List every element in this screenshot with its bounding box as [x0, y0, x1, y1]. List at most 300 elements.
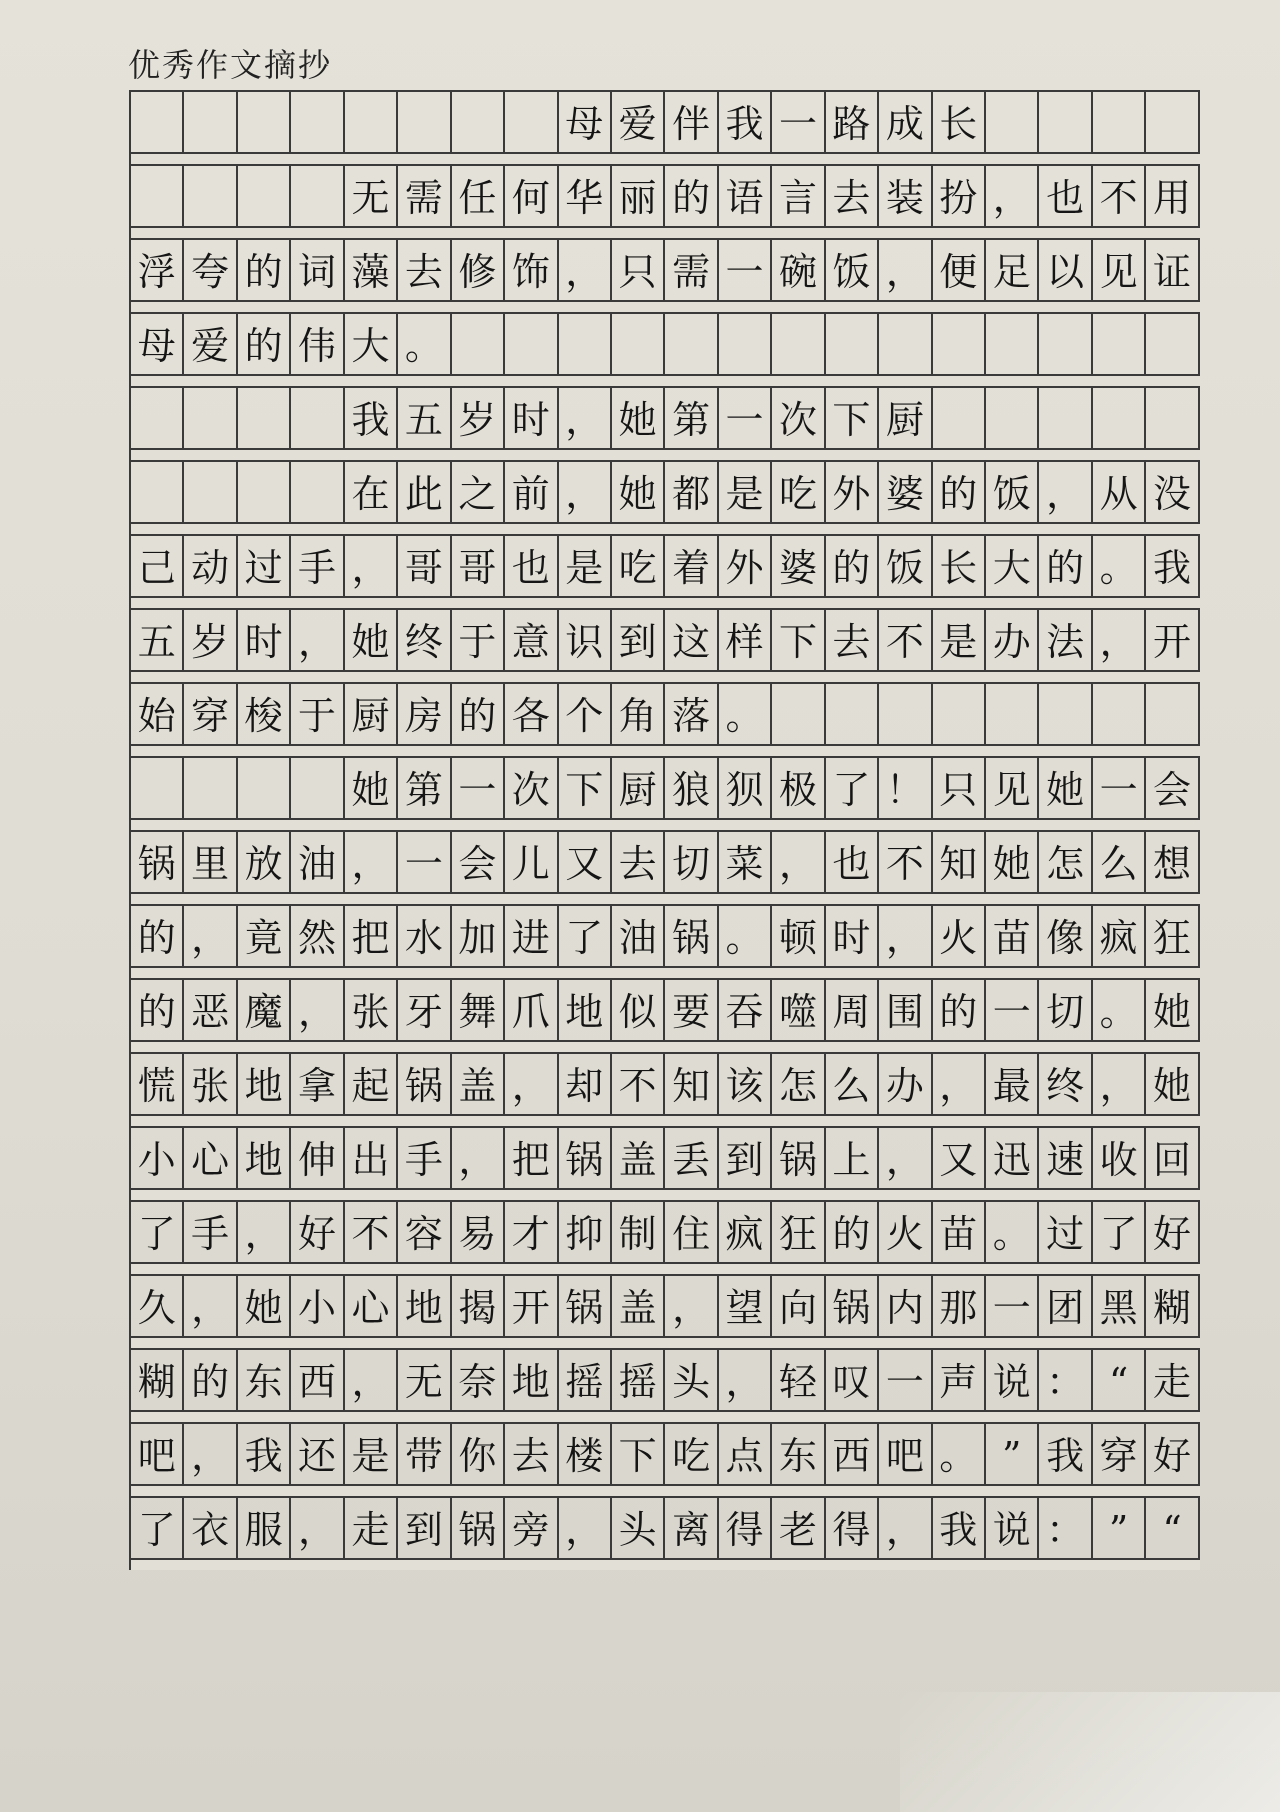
grid-cell: 她	[612, 462, 665, 526]
grid-cell: 收	[1093, 1128, 1146, 1192]
grid-line-2	[131, 164, 1200, 238]
grid-cell: 长	[933, 536, 986, 600]
grid-cell: 回	[1146, 1128, 1199, 1192]
grid-cell	[291, 92, 344, 156]
grid-cell: 西	[291, 1350, 344, 1414]
grid-cell: 魔	[238, 980, 291, 1044]
grid-cell: “	[1093, 1350, 1146, 1414]
grid-line-6	[131, 460, 1200, 534]
grid-cell	[184, 166, 237, 230]
grid-cell: 牙	[398, 980, 451, 1044]
grid-cell: 她	[238, 1276, 291, 1340]
grid-cell: 地	[559, 980, 612, 1044]
grid-cell: 无	[345, 166, 398, 230]
grid-cell: 油	[291, 832, 344, 896]
grid-cell: 吧	[131, 1424, 184, 1488]
grid-cell: 衣	[184, 1498, 237, 1562]
grid-line-1	[131, 90, 1200, 164]
grid-cell: 不	[879, 832, 932, 896]
grid-cell: 得	[719, 1498, 772, 1562]
grid-cell: 装	[879, 166, 932, 230]
grid-cell: 的	[665, 166, 718, 230]
grid-cell: 伸	[291, 1128, 344, 1192]
grid-cell: 顿	[772, 906, 825, 970]
grid-cell: 最	[986, 1054, 1039, 1118]
grid-cell: 伴	[665, 92, 718, 156]
grid-cell: 吃	[772, 462, 825, 526]
grid-cell	[1146, 92, 1199, 156]
grid-cell: 易	[452, 1202, 505, 1266]
grid-cell: 下	[772, 610, 825, 674]
grid-cell: 声	[933, 1350, 986, 1414]
grid-line-7	[131, 534, 1200, 608]
grid-cell: 知	[665, 1054, 718, 1118]
grid-cell: 次	[772, 388, 825, 452]
grid-cell: 爱	[612, 92, 665, 156]
grid-cell: 疯	[1093, 906, 1146, 970]
grid-line-13	[131, 978, 1200, 1052]
grid-cell: 成	[879, 92, 932, 156]
grid-cell	[452, 92, 505, 156]
grid-cell: 盖	[612, 1276, 665, 1340]
grid-cell: 从	[1093, 462, 1146, 526]
grid-cell: ，	[559, 1498, 612, 1562]
grid-line-5	[131, 386, 1200, 460]
grid-cell: ，	[238, 1202, 291, 1266]
grid-cell: 一	[772, 92, 825, 156]
grid-cell	[184, 462, 237, 526]
grid-cell: 了	[826, 758, 879, 822]
grid-cell: 我	[1146, 536, 1199, 600]
grid-cell: 房	[398, 684, 451, 748]
grid-cell: 的	[452, 684, 505, 748]
grid-cell: ”	[986, 1424, 1039, 1488]
grid-cell	[131, 462, 184, 526]
grid-cell: 是	[559, 536, 612, 600]
grid-cell: 带	[398, 1424, 451, 1488]
grid-cell: 头	[665, 1350, 718, 1414]
grid-cell: 狈	[719, 758, 772, 822]
grid-cell: 迅	[986, 1128, 1039, 1192]
grid-cell: 伟	[291, 314, 344, 378]
grid-cell: 也	[505, 536, 558, 600]
grid-cell: 的	[238, 240, 291, 304]
grid-cell: 岁	[184, 610, 237, 674]
grid-cell: 厨	[345, 684, 398, 748]
grid-cell: 的	[184, 1350, 237, 1414]
grid-line-20	[131, 1496, 1200, 1570]
grid-cell: 的	[1039, 536, 1092, 600]
grid-cell: 了	[1093, 1202, 1146, 1266]
grid-cell: 不	[345, 1202, 398, 1266]
grid-cell: 以	[1039, 240, 1092, 304]
grid-cell: 时	[505, 388, 558, 452]
grid-cell: 吧	[879, 1424, 932, 1488]
grid-cell: 修	[452, 240, 505, 304]
grid-cell: 是	[719, 462, 772, 526]
grid-cell: 。	[719, 684, 772, 748]
grid-cell: 小	[291, 1276, 344, 1340]
grid-cell: 叹	[826, 1350, 879, 1414]
grid-cell: 走	[1146, 1350, 1199, 1414]
grid-cell: 小	[131, 1128, 184, 1192]
grid-cell: 在	[345, 462, 398, 526]
grid-cell: 糊	[131, 1350, 184, 1414]
grid-cell: 丽	[612, 166, 665, 230]
grid-cell: 锅	[559, 1276, 612, 1340]
grid-cell: ，	[452, 1128, 505, 1192]
grid-cell: 饭	[879, 536, 932, 600]
grid-cell: 需	[398, 166, 451, 230]
grid-cell: 好	[1146, 1202, 1199, 1266]
grid-cell	[131, 388, 184, 452]
grid-cell: 过	[238, 536, 291, 600]
grid-cell: ，	[986, 166, 1039, 230]
grid-cell	[291, 758, 344, 822]
grid-cell: ，	[345, 1350, 398, 1414]
grid-cell: 岁	[452, 388, 505, 452]
grid-cell: 锅	[452, 1498, 505, 1562]
grid-cell: 旁	[505, 1498, 558, 1562]
grid-cell: 手	[291, 536, 344, 600]
grid-cell: 需	[665, 240, 718, 304]
grid-cell: 一	[719, 388, 772, 452]
grid-cell: 证	[1146, 240, 1199, 304]
grid-cell: ，	[933, 1054, 986, 1118]
grid-cell: 饭	[826, 240, 879, 304]
grid-cell: 语	[719, 166, 772, 230]
grid-cell	[505, 314, 558, 378]
grid-cell: 揭	[452, 1276, 505, 1340]
grid-cell: 她	[1146, 1054, 1199, 1118]
grid-cell: 何	[505, 166, 558, 230]
grid-cell: 的	[131, 906, 184, 970]
composition-grid	[129, 90, 1200, 1570]
grid-cell: 只	[933, 758, 986, 822]
grid-cell: 菜	[719, 832, 772, 896]
grid-cell: 竟	[238, 906, 291, 970]
grid-cell: 围	[879, 980, 932, 1044]
grid-cell: 下	[612, 1424, 665, 1488]
grid-cell: ，	[665, 1276, 718, 1340]
grid-cell: 心	[345, 1276, 398, 1340]
grid-cell: ，	[1093, 1054, 1146, 1118]
grid-cell: 次	[505, 758, 558, 822]
grid-cell	[184, 758, 237, 822]
grid-cell: 那	[933, 1276, 986, 1340]
grid-cell	[986, 684, 1039, 748]
grid-cell: 婆	[879, 462, 932, 526]
grid-cell: 于	[291, 684, 344, 748]
grid-cell: 该	[719, 1054, 772, 1118]
grid-cell: ，	[505, 1054, 558, 1118]
grid-cell: 她	[1146, 980, 1199, 1044]
grid-cell: 住	[665, 1202, 718, 1266]
grid-line-14	[131, 1052, 1200, 1126]
grid-cell: 足	[986, 240, 1039, 304]
grid-cell: 一	[452, 758, 505, 822]
grid-cell: 识	[559, 610, 612, 674]
grid-cell: 浮	[131, 240, 184, 304]
grid-cell: 碗	[772, 240, 825, 304]
grid-cell: 便	[933, 240, 986, 304]
grid-cell: 周	[826, 980, 879, 1044]
grid-cell: 好	[1146, 1424, 1199, 1488]
grid-cell: 饭	[986, 462, 1039, 526]
grid-line-4	[131, 312, 1200, 386]
grid-cell	[986, 388, 1039, 452]
grid-cell: ，	[345, 832, 398, 896]
grid-cell: 法	[1039, 610, 1092, 674]
grid-cell	[1093, 92, 1146, 156]
grid-cell	[291, 388, 344, 452]
grid-cell: 她	[345, 758, 398, 822]
grid-cell: 才	[505, 1202, 558, 1266]
grid-line-16	[131, 1200, 1200, 1274]
grid-cell: 母	[559, 92, 612, 156]
grid-cell: 儿	[505, 832, 558, 896]
grid-cell: 说	[986, 1350, 1039, 1414]
grid-cell: 任	[452, 166, 505, 230]
grid-cell: 团	[1039, 1276, 1092, 1340]
grid-cell: 头	[612, 1498, 665, 1562]
grid-line-12	[131, 904, 1200, 978]
grid-cell	[238, 92, 291, 156]
grid-cell: 恶	[184, 980, 237, 1044]
grid-cell: 锅	[559, 1128, 612, 1192]
grid-cell: 长	[933, 92, 986, 156]
grid-cell: ！	[879, 758, 932, 822]
grid-cell: 前	[505, 462, 558, 526]
grid-cell: 她	[345, 610, 398, 674]
grid-cell: 放	[238, 832, 291, 896]
grid-cell: 我	[345, 388, 398, 452]
grid-cell	[505, 92, 558, 156]
grid-cell	[291, 462, 344, 526]
grid-cell: 的	[238, 314, 291, 378]
grid-cell: 久	[131, 1276, 184, 1340]
grid-cell	[719, 314, 772, 378]
grid-cell: 厨	[879, 388, 932, 452]
grid-cell: 进	[505, 906, 558, 970]
grid-cell: 么	[826, 1054, 879, 1118]
grid-cell: 黑	[1093, 1276, 1146, 1340]
grid-cell: 爪	[505, 980, 558, 1044]
grid-cell: 的	[826, 536, 879, 600]
grid-cell: 锅	[665, 906, 718, 970]
grid-cell	[1039, 684, 1092, 748]
grid-cell: 轻	[772, 1350, 825, 1414]
grid-cell: 哥	[398, 536, 451, 600]
grid-cell: 么	[1093, 832, 1146, 896]
grid-cell: 终	[398, 610, 451, 674]
grid-cell: ，	[345, 536, 398, 600]
grid-cell: 会	[452, 832, 505, 896]
grid-cell: 见	[986, 758, 1039, 822]
grid-cell: 过	[1039, 1202, 1092, 1266]
grid-cell: 你	[452, 1424, 505, 1488]
grid-line-18	[131, 1348, 1200, 1422]
grid-cell: ，	[184, 906, 237, 970]
grid-cell	[291, 166, 344, 230]
grid-cell	[452, 314, 505, 378]
grid-cell	[772, 684, 825, 748]
grid-cell: 夸	[184, 240, 237, 304]
grid-cell: 到	[398, 1498, 451, 1562]
grid-cell	[1093, 388, 1146, 452]
grid-cell: 外	[826, 462, 879, 526]
grid-cell: ，	[879, 240, 932, 304]
grid-line-17	[131, 1274, 1200, 1348]
grid-cell: 东	[772, 1424, 825, 1488]
grid-cell: 外	[719, 536, 772, 600]
grid-cell: 盖	[612, 1128, 665, 1192]
grid-cell	[184, 388, 237, 452]
grid-cell: ”	[1093, 1498, 1146, 1562]
grid-cell: 水	[398, 906, 451, 970]
grid-cell: 哥	[452, 536, 505, 600]
grid-cell: 词	[291, 240, 344, 304]
grid-cell: 了	[131, 1202, 184, 1266]
grid-cell: 舞	[452, 980, 505, 1044]
grid-cell: 去	[826, 166, 879, 230]
grid-cell: 把	[505, 1128, 558, 1192]
grid-cell: 说	[986, 1498, 1039, 1562]
grid-cell: 了	[131, 1498, 184, 1562]
grid-cell: ，	[879, 1498, 932, 1562]
grid-cell: 华	[559, 166, 612, 230]
grid-cell: 用	[1146, 166, 1199, 230]
grid-cell: 又	[559, 832, 612, 896]
grid-cell: 加	[452, 906, 505, 970]
grid-cell	[665, 314, 718, 378]
grid-cell	[238, 388, 291, 452]
grid-cell	[131, 166, 184, 230]
grid-cell: 下	[559, 758, 612, 822]
grid-cell: 样	[719, 610, 772, 674]
grid-cell: 极	[772, 758, 825, 822]
grid-cell: 怎	[772, 1054, 825, 1118]
grid-cell: 西	[826, 1424, 879, 1488]
grid-cell: 上	[826, 1128, 879, 1192]
grid-cell: 好	[291, 1202, 344, 1266]
grid-line-11	[131, 830, 1200, 904]
grid-cell: ，	[772, 832, 825, 896]
grid-cell: 到	[612, 610, 665, 674]
grid-cell: 锅	[826, 1276, 879, 1340]
grid-cell: 内	[879, 1276, 932, 1340]
grid-cell: 是	[933, 610, 986, 674]
grid-cell	[772, 314, 825, 378]
grid-cell	[933, 388, 986, 452]
grid-cell: 的	[826, 1202, 879, 1266]
grid-cell: ，	[291, 1498, 344, 1562]
grid-cell: 角	[612, 684, 665, 748]
grid-cell: 得	[826, 1498, 879, 1562]
grid-cell	[933, 314, 986, 378]
grid-cell: 楼	[559, 1424, 612, 1488]
grid-cell: 办	[986, 610, 1039, 674]
grid-cell: 地	[505, 1350, 558, 1414]
grid-cell	[238, 166, 291, 230]
grid-cell: 终	[1039, 1054, 1092, 1118]
grid-cell: 婆	[772, 536, 825, 600]
grid-cell: 我	[238, 1424, 291, 1488]
grid-cell: 了	[559, 906, 612, 970]
grid-cell: 地	[398, 1276, 451, 1340]
grid-cell: 吞	[719, 980, 772, 1044]
grid-cell: 地	[238, 1054, 291, 1118]
grid-cell: ，	[291, 980, 344, 1044]
grid-cell: 。	[933, 1424, 986, 1488]
grid-cell: ，	[291, 610, 344, 674]
grid-cell: 开	[505, 1276, 558, 1340]
grid-cell: 起	[345, 1054, 398, 1118]
grid-cell	[131, 92, 184, 156]
grid-cell: 也	[1039, 166, 1092, 230]
grid-cell: 的	[933, 980, 986, 1044]
grid-cell: 落	[665, 684, 718, 748]
grid-cell: 藻	[345, 240, 398, 304]
grid-cell: 走	[345, 1498, 398, 1562]
grid-cell: 望	[719, 1276, 772, 1340]
grid-cell: 东	[238, 1350, 291, 1414]
grid-cell: 动	[184, 536, 237, 600]
grid-cell	[986, 314, 1039, 378]
grid-cell: 抑	[559, 1202, 612, 1266]
grid-cell	[559, 314, 612, 378]
grid-cell	[879, 684, 932, 748]
grid-cell: 疯	[719, 1202, 772, 1266]
grid-cell: 制	[612, 1202, 665, 1266]
grid-cell: 办	[879, 1054, 932, 1118]
grid-cell: 下	[826, 388, 879, 452]
grid-cell: 她	[612, 388, 665, 452]
grid-cell	[1093, 684, 1146, 748]
grid-line-8	[131, 608, 1200, 682]
grid-cell: 服	[238, 1498, 291, 1562]
grid-cell: 油	[612, 906, 665, 970]
grid-cell: 切	[665, 832, 718, 896]
grid-cell: ，	[879, 906, 932, 970]
grid-cell: 苗	[933, 1202, 986, 1266]
grid-cell: 点	[719, 1424, 772, 1488]
grid-cell: 始	[131, 684, 184, 748]
grid-cell: 一	[879, 1350, 932, 1414]
grid-cell: 摇	[559, 1350, 612, 1414]
grid-cell: 见	[1093, 240, 1146, 304]
grid-cell: 一	[398, 832, 451, 896]
grid-cell: 张	[184, 1054, 237, 1118]
grid-cell: ，	[184, 1276, 237, 1340]
grid-cell: ，	[559, 462, 612, 526]
grid-cell: 第	[665, 388, 718, 452]
grid-cell: 噬	[772, 980, 825, 1044]
grid-cell: 一	[1093, 758, 1146, 822]
grid-cell: 火	[879, 1202, 932, 1266]
grid-cell	[238, 462, 291, 526]
grid-cell: 第	[398, 758, 451, 822]
grid-cell: 路	[826, 92, 879, 156]
grid-cell: ：	[1039, 1350, 1092, 1414]
grid-cell: 她	[986, 832, 1039, 896]
grid-cell: 张	[345, 980, 398, 1044]
grid-cell: 个	[559, 684, 612, 748]
grid-cell: 手	[398, 1128, 451, 1192]
grid-cell: 狂	[1146, 906, 1199, 970]
grid-cell: 我	[1039, 1424, 1092, 1488]
grid-cell: 梭	[238, 684, 291, 748]
